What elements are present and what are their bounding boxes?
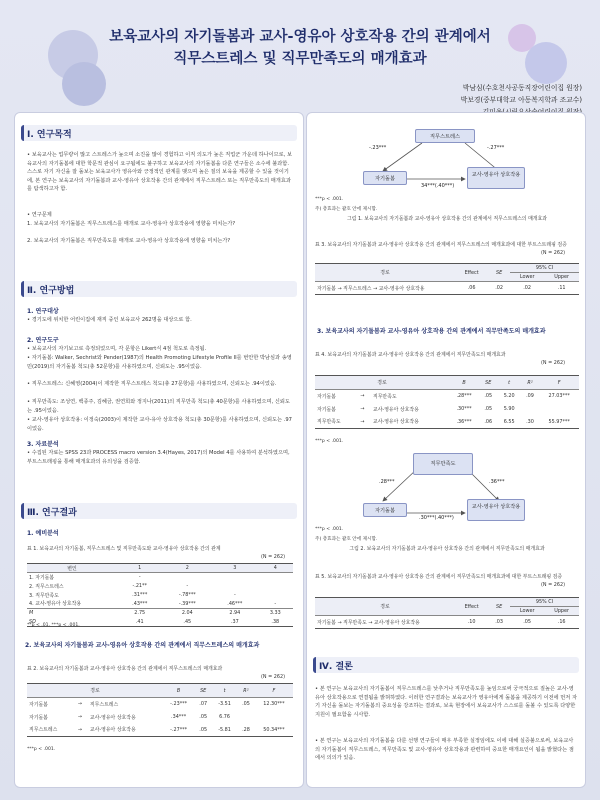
table-cell: 6.76 — [219, 714, 230, 720]
table-cell: .38 — [271, 618, 280, 625]
author: 박남심(수호천사공동직장어린이집 원장) — [462, 84, 582, 92]
mediation-table-satisfaction — [315, 375, 579, 429]
bootstrap-table-stress — [315, 263, 579, 295]
table-cell: 자기돌봄 — [317, 406, 336, 413]
table-cell: 50.34*** — [263, 726, 285, 733]
table-cell: 자기돌봄 → 직무스트레스 → 교사-영유아 상호작용 — [317, 285, 425, 292]
figure-caption: 그림 1. 보육교사의 자기돌봄과 교사-영유아 상호작용 간의 관계에서 직무스트레스의 매개효과 — [347, 216, 547, 222]
subsection-title: 3. 보육교사의 자기돌봄과 교사-영유아 상호작용 간의 관계에서 직무만족도의 매개효과 — [317, 328, 546, 335]
table-note: ***p < .001. — [27, 747, 56, 752]
figure-note: 주) 총효과는 괄호 안에 제시함. — [315, 207, 378, 212]
table-row — [27, 582, 293, 591]
method-body: • 직무만족도: 조성연, 백종주, 김혜금, 권연희와 정지나(2011)의 직무만족 척도(총 40문항)를 사용하였으며, 신뢰도는 .95이었음. — [27, 399, 290, 414]
table-row — [315, 282, 579, 295]
figure-note: ***p < .001. — [315, 197, 344, 202]
subsection-title: 2. 연구도구 — [27, 337, 59, 344]
research-question-1: 1. 보육교사의 자기돌봄은 직무스트레스를 매개로 교사-영유아 상호작용에 영향을 미치는가? — [27, 221, 236, 227]
section-heading-purpose: Ⅰ. 연구목적 — [21, 125, 297, 141]
table-cell: 3.33 — [269, 610, 281, 617]
table-row — [315, 390, 579, 403]
table-cell: 직무스트레스 — [29, 727, 58, 734]
table-row — [315, 403, 579, 416]
table-header-cell: Effect — [464, 603, 479, 610]
table-header-cell: SE — [485, 379, 492, 386]
table-header-cell: SE — [200, 687, 207, 694]
table-cell — [237, 711, 255, 724]
table-cell: 자기돌봄 — [29, 701, 48, 708]
bootstrap-table-satisfaction — [315, 597, 579, 629]
arrow-icon: → — [360, 393, 365, 400]
table-cell: 2.94 — [229, 610, 241, 617]
right-column — [306, 112, 586, 788]
arrow-icon: → — [77, 726, 82, 733]
path-coefficient: .28*** — [379, 479, 395, 485]
table-header-cell: R² — [527, 379, 533, 386]
table-cell: M — [29, 610, 34, 617]
mediation-table-stress — [27, 683, 293, 737]
table-cell — [255, 711, 293, 724]
table-cell: .34*** — [171, 714, 187, 720]
table-cell: 교사-영유아 상호작용 — [372, 419, 419, 426]
subsection-title: 1. 예비분석 — [27, 530, 59, 537]
table-header-cell: Upper — [554, 608, 570, 614]
table-header-cell: SE — [496, 269, 503, 276]
table-cell: .28 — [242, 726, 250, 733]
subsection-title: 2. 보육교사의 자기돌봄과 교사-영유아 상호작용 간의 관계에서 직무스트레스의 매개효과 — [25, 642, 260, 649]
table-sample-size: (N = 262) — [261, 554, 286, 560]
table-header-cell: SE — [496, 603, 503, 610]
table-cell: .09 — [526, 393, 534, 400]
table-header-cell: 95% CI — [510, 598, 579, 607]
table-header-cell: 1 — [138, 565, 142, 571]
diagram-node-stress: 직무스트레스 — [415, 129, 475, 143]
table-cell: -.27*** — [170, 726, 188, 733]
table-cell — [258, 573, 293, 582]
research-question-2: 2. 보육교사의 자기돌봄은 직무만족도를 매개로 교사-영유아 상호작용에 영향을 미치는가? — [27, 238, 231, 244]
table-cell: .31*** — [132, 592, 148, 598]
figure-note: ***p < .001. — [315, 527, 344, 532]
table-cell: SD — [29, 618, 36, 625]
table-cell: -.21** — [132, 583, 147, 589]
table-cell: 교사-영유아 상호작용 — [89, 714, 136, 721]
table-row — [27, 724, 293, 737]
table-cell: .16 — [557, 619, 566, 625]
table-header-cell: Effect — [464, 269, 479, 276]
table-header-cell: 경로 — [380, 604, 390, 610]
subsection-title: 3. 자료분석 — [27, 441, 59, 448]
conclusion-body: • 본 연구는 보육교사의 자기돌봄이 직무스트레스를 낮추거나 직무만족도를 높임으로써 궁극적으로 질높은 교사-영유아 상호작용으로 연결됨을 밝혀하였다. 이러한 연구결과는 보육교사가 영유아에게 돌봄을 제공하기 이전에 먼저 자기 자신을 돌보는 자기돌봄의 중요성을 강조하는 결과로, 보육 현장에서 보육교사가 스스로를 돌볼 수 있도록 다양한 지원이 필요함을 시사함. — [315, 686, 577, 718]
table-row — [27, 591, 293, 600]
table-cell: .30 — [526, 418, 534, 425]
table-cell: - — [138, 574, 141, 581]
research-questions-label: • 연구문제 — [27, 212, 52, 218]
table-cell: -.39*** — [178, 600, 196, 607]
table-cell: - — [274, 600, 277, 607]
table-cell: 2. 직무스트레스 — [29, 583, 64, 590]
table-header-cell: 변인 — [67, 565, 77, 572]
table-row — [27, 600, 293, 609]
method-body: • 교사-영유아 상호작용: 이정숙(2003)이 제작한 교사-유아 상호작용 척도(총 30문항)를 사용하였으며, 신뢰도는 .97이었음. — [27, 417, 292, 432]
path-coefficient: .36*** — [489, 479, 505, 485]
table-cell: 교사-영유아 상호작용 — [372, 406, 419, 413]
method-body: • 보육교사의 자기보고로 측정되었으며, 각 문항은 Likert식 4점 척도로 측정됨. — [27, 346, 207, 352]
table-cell: .37 — [230, 618, 239, 625]
arrow-icon: → — [77, 701, 82, 708]
diagram-node-satisfaction: 직무만족도 — [413, 453, 473, 475]
section-heading-results: Ⅲ. 연구결과 — [21, 503, 297, 519]
diagram-node-interaction: 교사-영유아 상호작용 — [467, 167, 525, 189]
table-cell: 직무만족도 — [372, 393, 397, 400]
diagram-node-selfcare: 자기돌봄 — [363, 171, 407, 185]
table-cell: 27.03*** — [548, 393, 570, 400]
table-row — [27, 609, 293, 618]
method-body: • 자기돌봄: Walker, Sechrist와 Pender(1987)의 Health Promoting Lifestyle Profile II를 번안한 박남심과 송영민(2019)의 자기돌봄 척도(총 52문항)를 사용하였으며, 신뢰도는 .95이었음. — [27, 355, 292, 370]
table-cell: .46*** — [227, 600, 243, 607]
table-cell: .05 — [484, 393, 493, 400]
table-header-cell: 경로 — [377, 380, 387, 386]
left-column — [14, 112, 304, 788]
table-cell: -.23*** — [170, 701, 188, 708]
table-header-cell: 3 — [233, 565, 237, 571]
path-coefficient: -.27*** — [487, 145, 505, 151]
figure-caption: 그림 2. 보육교사의 자기돌봄과 교사-영유아 상호작용 간의 관계에서 직무만족도의 매개효과 — [349, 546, 545, 552]
table-cell: .36*** — [456, 418, 472, 425]
table-cell: 직무만족도 — [317, 419, 341, 426]
table-cell — [212, 582, 257, 591]
table-cell: 3. 직무만족도 — [29, 592, 59, 599]
table-caption: 표 3. 보육교사의 자기돌봄과 교사-영유아 상호작용 간의 관계에서 직무스트레스의 매개효과에 대한 부트스트래핑 검증 — [315, 242, 567, 248]
table-sample-size: (N = 262) — [261, 674, 286, 680]
table-cell: .30*** — [456, 406, 472, 412]
table-cell — [162, 573, 212, 582]
table-note: **p < .01. ***p < .001. — [27, 623, 80, 628]
table-cell: .41 — [135, 618, 144, 625]
method-body: • 수집된 자료는 SPSS 23과 PROCESS macro version 3.4(Hayes, 2017)의 Model 4를 사용하여 분석하였으며, 부트스트래핑을 통해 매개효과의 유의성을 검증함. — [27, 450, 290, 465]
table-cell: 자기돌봄 — [29, 714, 48, 721]
table-row — [315, 616, 579, 629]
table-cell — [258, 591, 293, 600]
table-caption: 표 1. 보육교사의 자기돌봄, 직무스트레스 및 직무만족도와 교사-영유아 상호작용 간의 관계 — [27, 546, 221, 552]
table-header-cell: 95% CI — [510, 264, 579, 273]
table-note: ***p < .001. — [315, 439, 344, 444]
table-cell: 자기돌봄 → 직무만족도 → 교사-영유아 상호작용 — [317, 619, 420, 626]
table-cell: 교사-영유아 상호작용 — [89, 727, 136, 734]
table-header-cell: Lower — [519, 274, 535, 280]
table-header-cell: 4 — [273, 565, 277, 571]
table-header-cell: B — [462, 379, 466, 386]
path-coefficient: .30***(.40***) — [419, 515, 454, 521]
poster-title — [0, 26, 600, 70]
table-cell: 5.90 — [503, 406, 515, 412]
table-cell: 55.97*** — [548, 418, 570, 425]
table-cell — [521, 403, 539, 416]
method-body: • 경기도에 위치한 어린이집에 재직 중인 보육교사 262명을 대상으로 함. — [27, 317, 192, 323]
table-cell: 4. 교사-영유아 상호작용 — [29, 601, 82, 608]
figure-note: 주) 총효과는 괄호 안에 제시함. — [315, 537, 378, 542]
table-caption: 표 5. 보육교사의 자기돌봄과 교사-영유아 상호작용 간의 관계에서 직무만족도의 매개효과에 대한 부트스트래핑 검증 — [315, 574, 563, 580]
section-heading-method: Ⅱ. 연구방법 — [21, 281, 297, 297]
table-cell: -.78*** — [178, 592, 196, 598]
table-cell: .03 — [495, 619, 504, 625]
table-cell — [212, 573, 257, 582]
table-cell: .06 — [484, 418, 493, 425]
table-cell: -3.51 — [218, 701, 231, 708]
table-cell: .06 — [467, 285, 476, 291]
table-row — [27, 698, 293, 711]
table-cell: .10 — [467, 619, 476, 625]
table-cell: 직무스트레스 — [89, 701, 119, 708]
title-line-1: 보육교사의 자기돌봄과 교사-영유아 상호작용 간의 관계에서 — [109, 29, 491, 45]
table-cell: .11 — [557, 285, 566, 291]
table-cell: 1. 자기돌봄 — [29, 574, 55, 581]
table-header-cell: B — [176, 687, 181, 694]
table-cell: .05 — [199, 714, 208, 720]
table-cell: .05 — [484, 406, 493, 412]
table-caption: 표 2. 보육교사의 자기돌봄과 교사-영유아 상호작용 간의 관계에서 직무스트레스의 매개효과 — [27, 666, 223, 672]
section-heading-conclusion: Ⅳ. 결론 — [313, 657, 579, 673]
table-row — [315, 416, 579, 429]
table-header-cell: 2 — [185, 565, 189, 571]
table-cell: .28*** — [456, 393, 472, 400]
table-cell: .02 — [523, 285, 532, 291]
table-sample-size: (N = 262) — [541, 360, 566, 366]
table-cell: .45 — [183, 618, 192, 625]
table-cell: .43*** — [132, 600, 148, 607]
table-sample-size: (N = 262) — [541, 250, 566, 256]
table-header-cell: F — [272, 687, 276, 694]
table-cell: .05 — [523, 619, 532, 625]
table-header-cell: Upper — [554, 274, 570, 280]
table-cell — [258, 582, 293, 591]
table-header-cell: Lower — [519, 608, 535, 614]
correlation-table — [27, 563, 293, 627]
table-header-cell: F — [557, 379, 561, 386]
method-body: • 직무스트레스: 신혜영(2004)이 제작한 직무스트레스 척도(총 27문항)를 사용하였으며, 신뢰도는 .94이었음. — [27, 381, 277, 387]
table-cell: .07 — [199, 701, 208, 708]
table-cell: 2.75 — [134, 610, 146, 617]
table-cell: - — [186, 583, 189, 589]
table-header-cell: t — [223, 687, 226, 694]
table-cell: 2.04 — [181, 610, 193, 617]
diagram-node-selfcare: 자기돌봄 — [363, 503, 407, 517]
table-header-cell: R² — [243, 687, 249, 694]
table-cell: .05 — [199, 726, 208, 733]
table-cell: 12.30*** — [263, 701, 285, 708]
title-line-2: 직무스트레스 및 직무만족도의 매개효과 — [173, 51, 427, 67]
table-cell: .02 — [495, 285, 504, 291]
table-cell: 자기돌봄 — [317, 393, 336, 400]
table-header-cell: 경로 — [90, 688, 100, 694]
table-caption: 표 4. 보육교사의 자기돌봄과 교사-영유아 상호작용 간의 관계에서 직무만족도의 매개효과 — [315, 352, 506, 358]
path-coefficient: 34***(.40***) — [421, 183, 455, 189]
table-row — [27, 711, 293, 724]
path-coefficient: -.23*** — [369, 145, 387, 151]
table-header-cell: t — [508, 379, 511, 386]
subsection-title: 1. 연구대상 — [27, 308, 59, 315]
table-cell: -5.81 — [218, 726, 231, 733]
table-cell: 6.55 — [503, 418, 515, 425]
arrow-icon: → — [360, 406, 365, 412]
table-cell: - — [233, 592, 236, 598]
table-row — [27, 573, 293, 582]
table-cell: .05 — [242, 701, 250, 708]
conclusion-body: • 본 연구는 보육교사의 자기돌봄을 다룬 선행 연구들이 매우 부족한 실정임에도 이에 대해 실증불으로써, 보육교사의 자기돌봄이 직무스트레스, 직무만족도 및 교사-영유아 상호작용과 관련하여 중요한 매개요인이 됨을 밝혔다는 점에서 의의가 있음. — [315, 738, 574, 762]
author: 박보경(중부대학교 아동복지학과 조교수) — [460, 96, 582, 104]
table-header-cell: 경로 — [380, 270, 390, 276]
table-sample-size: (N = 262) — [541, 582, 566, 588]
purpose-body: • 보육교사는 업무량이 많고 스트레스가 높으며 소진을 많이 경험하고 이직 의도가 높은 직업군 가운데 하나이므로, 보육교사의 자기돌봄에 대한 학문적 관심이 요구됨에도 불구하고 보육교사의 자기돌봄을 다룬 연구들은 소수에 불과함. 스스로 자기 자신을 잘 돌보는 보육교사가 영유아와 긍정적인 관계를 맺으며 높은 질의 보육을 제공할 수 있을 것이기에, 본 연구는 보육교사의 자기돌봄과 교사-영유아 상호작용 간의 관계에서 직무스트레스 또는 직무만족도의 매개효과를 탐색하고자 함. — [27, 152, 292, 193]
arrow-icon: → — [77, 714, 82, 720]
diagram-node-interaction: 교사-영유아 상호작용 — [467, 499, 525, 521]
table-cell: 5.20 — [503, 393, 515, 400]
arrow-icon: → — [360, 418, 365, 425]
table-cell — [539, 403, 579, 416]
